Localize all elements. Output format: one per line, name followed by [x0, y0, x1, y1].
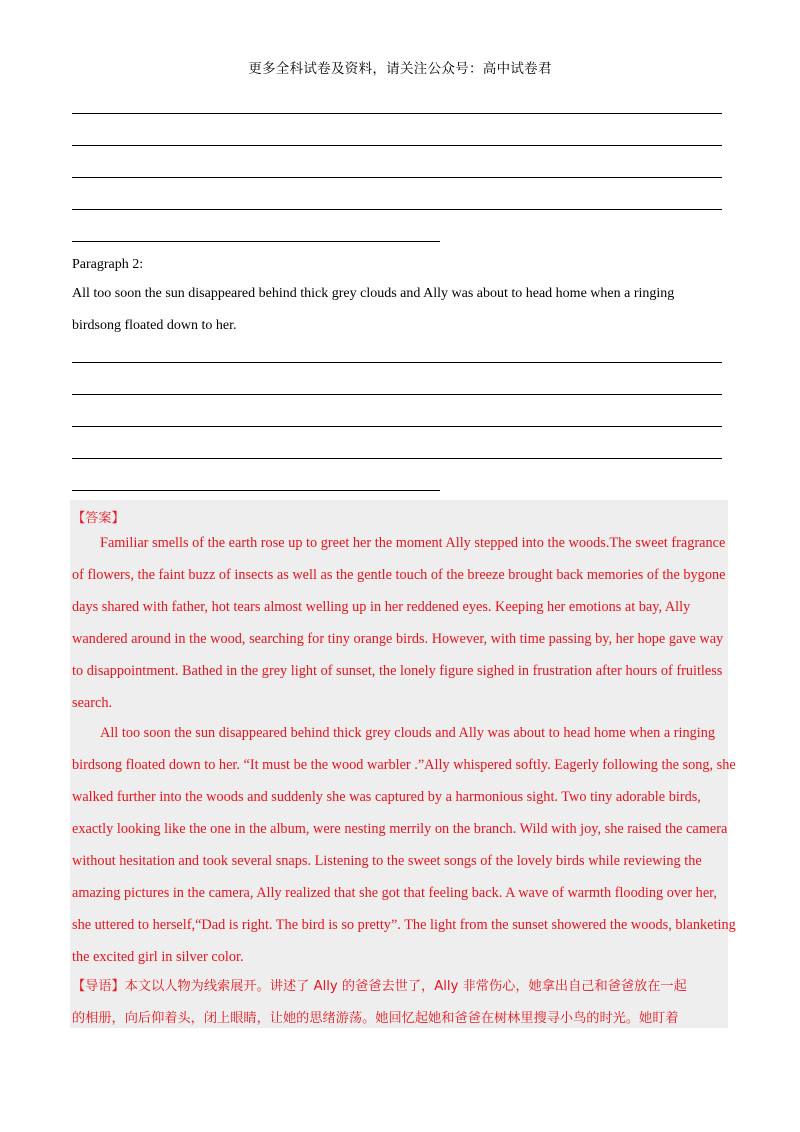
- paragraph2-line: birdsong floated down to her.: [72, 318, 237, 333]
- answer-line: Familiar smells of the earth rose up to greet her the moment Ally stepped into the woods.The sweet fragrance: [100, 535, 726, 551]
- page-header: 更多全科试卷及资料，请关注公众号：高中试卷君: [248, 61, 552, 76]
- answer-line: amazing pictures in the camera, Ally realized that she got that feeling back. A wave of warmth flooding over her,: [72, 885, 717, 901]
- answer-line: the excited girl in silver color.: [72, 949, 244, 965]
- writing-line: [72, 145, 722, 146]
- answer-tag: 【答案】: [72, 511, 125, 526]
- answer-line: birdsong floated down to her. “It must be the wood warbler .”Ally whispered softly. Eagerly following the song, she: [72, 757, 736, 773]
- answer-line: to disappointment. Bathed in the grey light of sunset, the lonely figure sighed in frustration after hours of fruitless: [72, 663, 723, 679]
- answer-line: search.: [72, 695, 113, 711]
- guide-tag: 【导语】: [72, 979, 125, 994]
- answer-line: exactly looking like the one in the album, were nesting merrily on the branch. Wild with joy, she raised the camera: [72, 821, 728, 837]
- answer-line: wandered around in the wood, searching for tiny orange birds. However, with time passing by, her hope gave way: [72, 631, 724, 647]
- writing-line: [72, 362, 722, 363]
- writing-line: [72, 458, 722, 459]
- answer-line: without hesitation and took several snaps. Listening to the sweet songs of the lovely birds while reviewing the: [72, 853, 702, 869]
- writing-line: [72, 177, 722, 178]
- writing-line: [72, 113, 722, 114]
- paragraph2-label: Paragraph 2:: [72, 257, 144, 272]
- answer-line: she uttered to herself,“Dad is right. The bird is so pretty”. The light from the sunset showered the woods, blanketing: [72, 917, 736, 933]
- answer-line: days shared with father, hot tears almost welling up in her reddened eyes. Keeping her emotions at bay, Ally: [72, 599, 691, 615]
- writing-line: [72, 426, 722, 427]
- answer-paragraph-2: [72, 725, 736, 981]
- answer-line: of flowers, the faint buzz of insects as well as the gentle touch of the breeze brought back memories of the bygone: [72, 567, 726, 583]
- guide-text: 本文以人物为线索展开。讲述了 Ally 的爸爸去世了，Ally 非常伤心，她拿出自己和爸爸放在一起: [124, 979, 687, 994]
- guide-line: 的相册，向后仰着头，闭上眼睛，让她的思绪游荡。她回忆起她和爸爸在树林里搜寻小鸟的时光。她盯着: [72, 1011, 679, 1026]
- paragraph2-line: All too soon the sun disappeared behind thick grey clouds and Ally was about to head home when a ringing: [72, 286, 675, 301]
- answer-line: walked further into the woods and suddenly she was captured by a harmonious sight. Two tiny adorable birds,: [72, 789, 701, 805]
- guide-line: [72, 979, 728, 1011]
- guide-section: [72, 979, 728, 1043]
- answer-paragraph-1: [72, 535, 728, 727]
- writing-line: [72, 209, 722, 210]
- writing-line: [72, 241, 440, 242]
- answer-line: All too soon the sun disappeared behind thick grey clouds and Ally was about to head home when a ringing: [100, 725, 716, 741]
- writing-line: [72, 490, 440, 491]
- writing-line: [72, 394, 722, 395]
